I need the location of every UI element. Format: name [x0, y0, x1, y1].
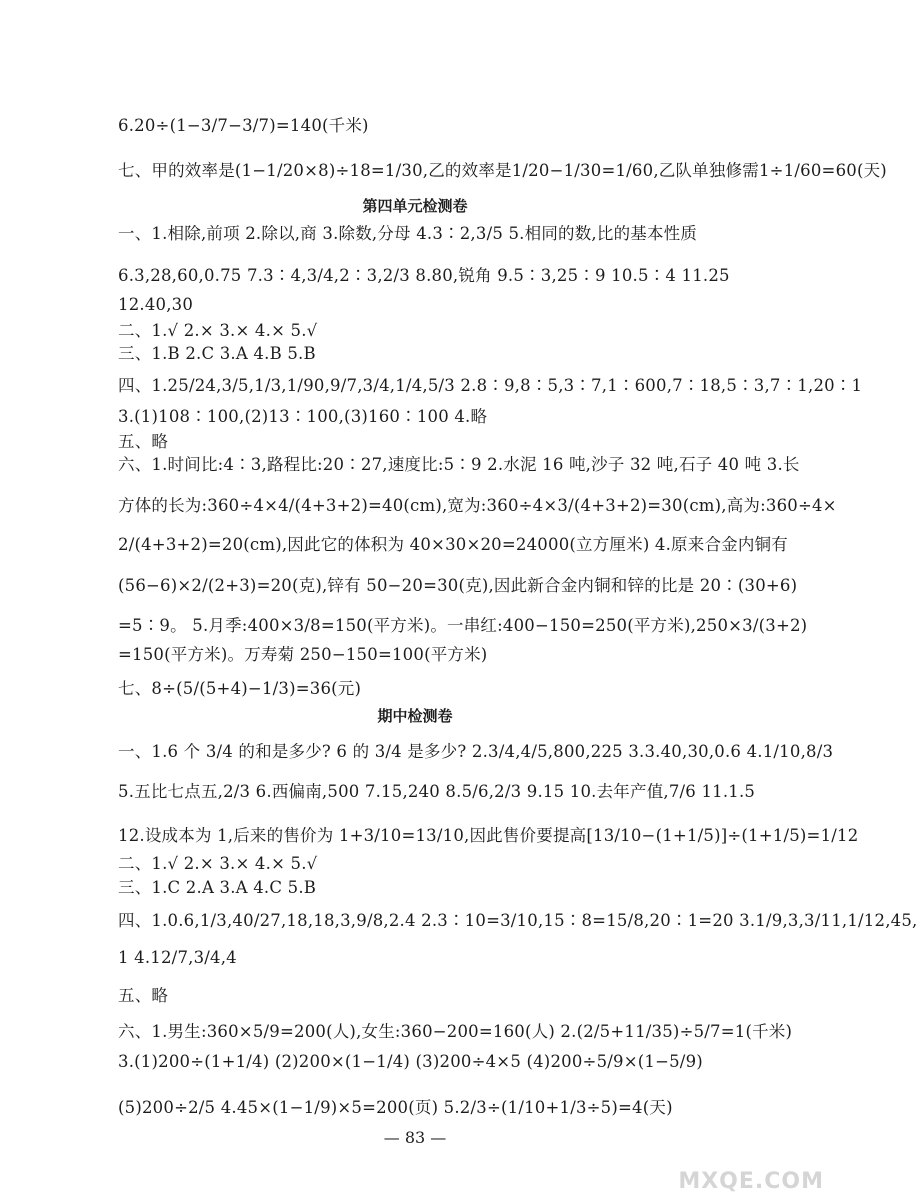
answer-line: (56−6)×2/(2+3)=20(克),锌有 50−20=30(克),因此新合金内铜和锌的比是 20∶(30+6) [118, 576, 798, 595]
watermark-text: MXQE.COM [678, 1169, 824, 1194]
answer-line: 方体的长为:360÷4×4/(4+3+2)=40(cm),宽为:360÷4×3/(4+3+2)=30(cm),高为:360÷4× [118, 496, 837, 515]
answer-line: 6.3,28,60,0.75 7.3∶4,3/4,2∶3,2/3 8.80,锐角 9.5∶3,25∶9 10.5∶4 11.25 [118, 266, 730, 285]
answer-line: 12.40,30 [118, 295, 194, 314]
answer-line: =150(平方米)。万寿菊 250−150=100(平方米) [118, 645, 488, 664]
answer-line: =5∶9。 5.月季:400×3/8=150(平方米)。一串红:400−150=250(平方米),250×3/(3+2) [118, 616, 808, 635]
answer-line: 3.(1)108∶100,(2)13∶100,(3)160∶100 4.略 [118, 407, 488, 426]
answer-line: 1 4.12/7,3/4,4 [118, 948, 237, 967]
answer-line: 六、1.男生:360×5/9=200(人),女生:360−200=160(人) 2.(2/5+11/35)÷5/7=1(千米) [118, 1022, 793, 1041]
answer-line: 四、1.25/24,3/5,1/3,1/90,9/7,3/4,1/4,5/3 2.8∶9,8∶5,3∶7,1∶600,7∶18,5∶3,7∶1,20∶1 [118, 376, 863, 395]
answer-line: 6.20÷(1−3/7−3/7)=140(千米) [118, 116, 369, 135]
page-number: — 83 — [383, 1128, 447, 1147]
answer-line: 七、甲的效率是(1−1/20×8)÷18=1/30,乙的效率是1/20−1/30=1/60,乙队单独修需1÷1/60=60(天) [118, 161, 887, 180]
answer-line: (5)200÷2/5 4.45×(1−1/9)×5=200(页) 5.2/3÷(1/10+1/3÷5)=4(天) [118, 1098, 673, 1117]
answer-line: 四、1.0.6,1/3,40/27,18,18,3,9/8,2.4 2.3∶10=3/10,15∶8=15/8,20∶1=20 3.1/9,3,3/11,1/12,45, [118, 911, 918, 930]
answer-line: 二、1.√ 2.× 3.× 4.× 5.√ [118, 321, 318, 340]
answer-line: 一、1.相除,前项 2.除以,商 3.除数,分母 4.3∶2,3/5 5.相同的数,比的基本性质 [118, 224, 698, 243]
answer-line: 5.五比七点五,2/3 6.西偏南,500 7.15,240 8.5/6,2/3 9.15 10.去年产值,7/6 11.1.5 [118, 782, 756, 801]
answer-line: 三、1.C 2.A 3.A 4.C 5.B [118, 878, 317, 897]
watermark [678, 1130, 830, 1200]
answer-line: 二、1.√ 2.× 3.× 4.× 5.√ [118, 854, 318, 873]
answer-line: 一、1.6 个 3/4 的和是多少? 6 的 3/4 是多少? 2.3/4,4/5,800,225 3.3.40,30,0.6 4.1/10,8/3 [118, 742, 834, 761]
answer-line: 12.设成本为 1,后来的售价为 1+3/10=13/10,因此售价要提高[13/10−(1+1/5)]÷(1+1/5)=1/12 [118, 826, 859, 845]
answer-line: 七、8÷(5/(5+4)−1/3)=36(元) [118, 679, 362, 698]
answer-line: 六、1.时间比:4∶3,路程比:20∶27,速度比:5∶9 2.水泥 16 吨,沙子 32 吨,石子 40 吨 3.长 [118, 455, 800, 474]
answer-line: 五、略 [118, 432, 169, 451]
section-heading-unit4: 第四单元检测卷 [362, 197, 468, 215]
answer-line: 五、略 [118, 986, 169, 1005]
answer-line: 三、1.B 2.C 3.A 4.B 5.B [118, 344, 316, 363]
answer-line: 2/(4+3+2)=20(cm),因此它的体积为 40×30×20=24000(立方厘米) 4.原来合金内铜有 [118, 535, 788, 554]
answer-line: 3.(1)200÷(1+1/4) (2)200×(1−1/4) (3)200÷4×5 (4)200÷5/9×(1−5/9) [118, 1052, 703, 1071]
section-heading-midterm: 期中检测卷 [377, 707, 453, 725]
